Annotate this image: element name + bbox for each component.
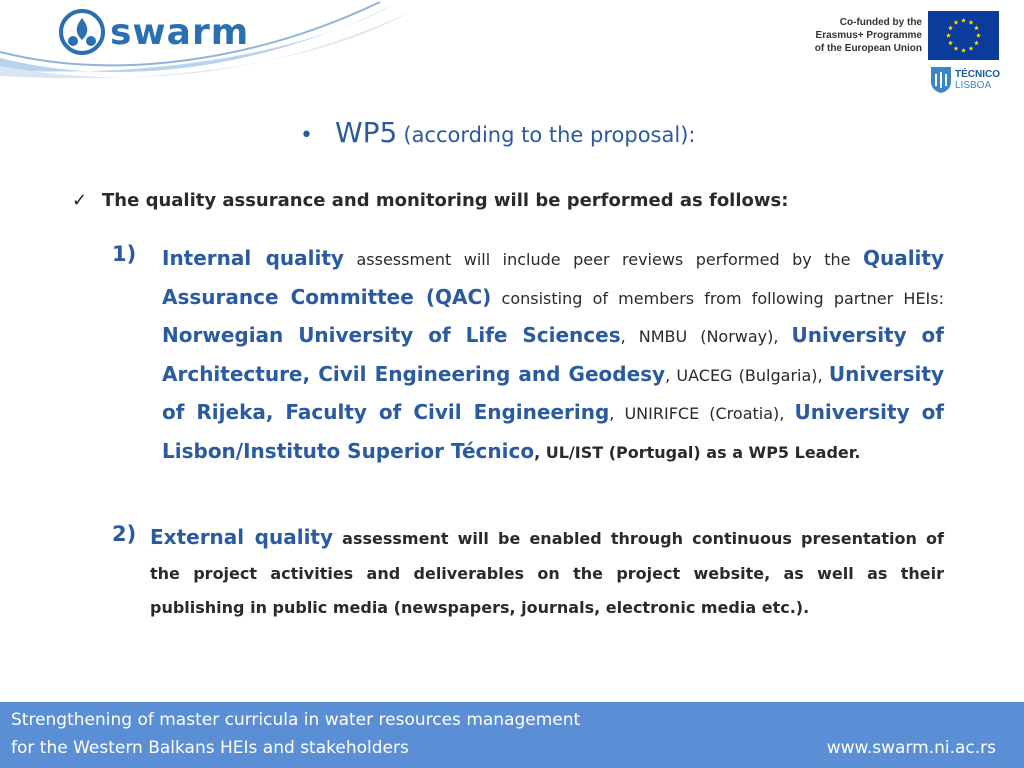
body-text: , UNIRIFCE (Croatia), [609,404,795,423]
list-item-internal-quality [162,240,944,471]
checkmark-icon: ✓ [72,190,88,211]
erasmus-cofunded-text [790,16,922,55]
highlighted-term: University of Lisbon/Instituto Superior Técnico [162,400,945,463]
body-text: , UACEG (Bulgaria), [665,365,829,385]
title-bullet: • [300,123,313,148]
highlighted-term: External quality [150,525,334,549]
swarm-logo-text: swarm [110,11,250,53]
slide-title [300,116,695,149]
body-text: assessment will include peer reviews performed by the [343,250,863,269]
list-number-2: 2) [112,522,137,546]
footer-project-line-1: Strengthening of master curricula in water resources management [11,710,581,730]
cofunded-line: Erasmus+ Programme [815,30,922,41]
swarm-logo [58,8,249,56]
tecnico-lisboa-logo [930,66,1000,94]
cofunded-line: Co-funded by the [839,17,922,28]
body-text: consisting of members from following partner HEIs: [491,288,944,308]
footer-website-link[interactable]: www.swarm.ni.ac.rs [826,738,996,758]
eu-flag-icon [928,11,999,60]
body-text: assessment will be enabled through continuous presentation of the project activities and deliverables on the project website, as well as their publishing in public media (newspapers, journals, electronic media etc.). [150,529,945,617]
list-item-external-quality [150,520,944,626]
footer-bar [0,702,1024,768]
body-text: , NMBU (Norway), [620,327,792,346]
tecnico-shield-icon [930,66,952,94]
list-number-1: 1) [112,242,137,266]
highlighted-term: Norwegian University of Life Sciences [162,323,621,347]
highlighted-term: Quality Assurance Committee (QAC) [162,246,944,309]
highlighted-term: University of Rijeka, Faculty of Civil Engineering [162,361,944,424]
tecnico-sub: LISBOA [955,80,992,91]
intro-text: The quality assurance and monitoring will be performed as follows: [102,190,789,211]
footer-project-line-2: for the Western Balkans HEIs and stakeholders [11,738,409,758]
title-subtitle: (according to the proposal): [403,123,696,147]
intro-line [72,190,788,211]
cofunded-line: of the European Union [814,43,922,54]
title-main: WP5 [334,116,398,149]
header [0,0,1024,100]
highlighted-term: University of Architecture, Civil Engineering and Geodesy [162,323,944,386]
body-text: , UL/IST (Portugal) as a WP5 Leader. [534,442,861,462]
tecnico-name: TÉCNICO [955,69,1000,80]
highlighted-term: Internal quality [162,246,344,270]
swarm-logo-icon [58,8,106,56]
